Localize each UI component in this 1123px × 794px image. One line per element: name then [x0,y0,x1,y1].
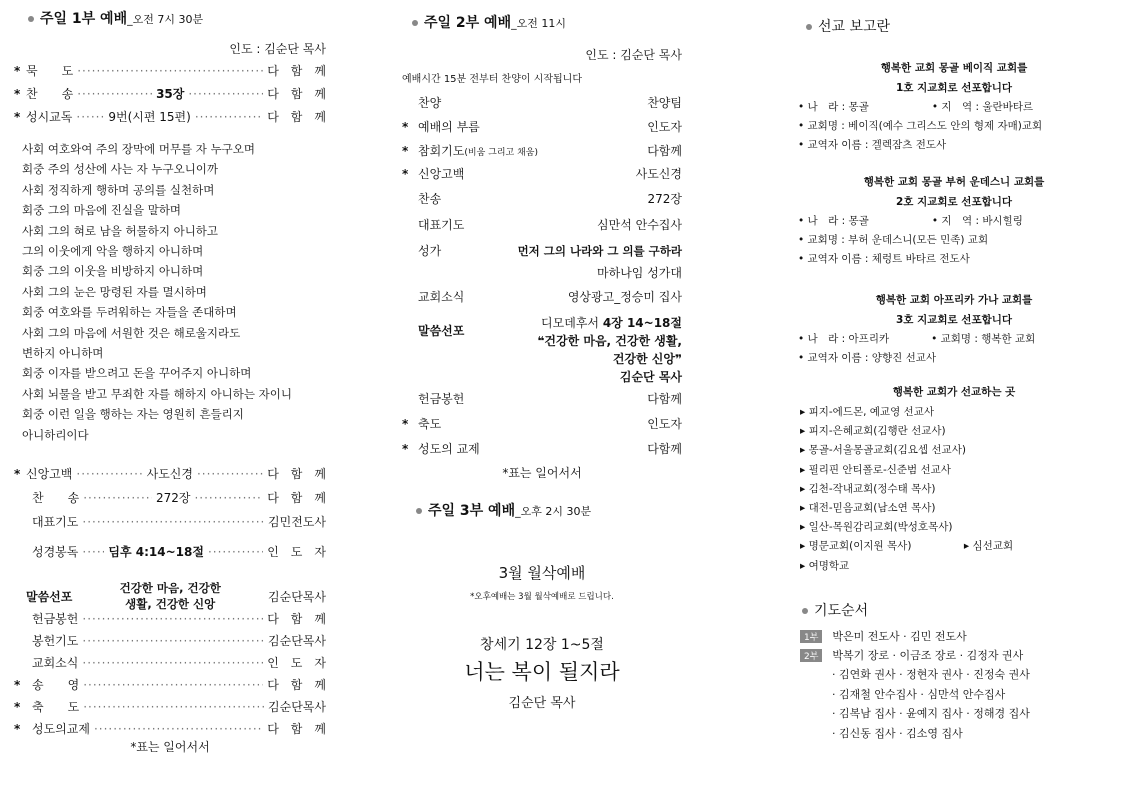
dot-leader [76,467,142,481]
litany-line: 사회 뇌물을 받고 무죄한 자를 해하지 아니하는 자이니 [22,386,292,401]
prayer-names: · 김복남 집사 · 윤예지 집사 · 정해경 집사 [832,707,1030,720]
service1-leader-text: 인도 : 김순단 목사 [229,42,326,56]
order-row [402,415,682,432]
order-label: 성가 [418,244,442,258]
order-person: 사도신경 [635,167,682,181]
order-row [14,513,326,530]
sermon-row [14,580,326,612]
order-value: 9번(시편 15편) [108,110,191,124]
mission-detail: • 나 라 : 몽골 • 지 역 : 바시힐링 [798,215,1023,227]
order-label: 성도의교제 [32,722,90,736]
mission-block-line: 2호 지교회로 선포합니다 [895,196,1013,208]
stand-mark: * [14,467,21,481]
order-person: 김순단목사 [268,589,326,604]
stand-mark: * [402,144,409,158]
order-person: 다 함 께 [267,612,326,626]
service2-leader [402,46,682,63]
order-label: 송 영 [32,678,80,692]
order-person: 김순단목사 [268,634,326,648]
service2-title [412,12,566,32]
sermon-row [402,314,682,386]
sermon-title-line: 건강한 신앙❞ [612,352,682,366]
service3-scripture [402,634,682,654]
order-value: 사도신경 [146,467,193,481]
dot-leader [197,467,263,481]
service2-notice [402,70,682,85]
order-person: 다 함 께 [267,64,326,78]
support-title-text: 행복한 교회가 선교하는 곳 [892,386,1016,398]
stand-mark: * [402,442,409,456]
dot-leader [195,110,263,124]
anthem-choir: 마하나임 성가대 [597,266,682,280]
order-label: 말씀선포 [418,324,465,338]
litany-line: 회중 그의 마음에 진실을 말하며 [22,203,182,218]
mission-detail: • 나 라 : 몽골 • 지 역 : 울란바타르 [798,101,1034,113]
order-person: 인 도 자 [267,656,326,670]
support-item: ▸ 김천-작내교회(정수태 목사) [800,482,936,495]
order-row [14,489,326,506]
service2-time: _오전 11시 [511,17,566,30]
order-label: 헌금봉헌 [418,392,465,406]
litany-line: 회중 그의 이웃을 비방하지 아니하며 [22,264,204,279]
service3-title-text: 주일 3부 예배 [428,503,516,519]
mission-detail: • 교회명 : 베이직(예수 그리스도 안의 형제 자매)교회 [798,120,1043,132]
service3-event-note [402,590,682,602]
dot-leader [82,656,263,670]
sermon-title-line: 생활, 건강한 신앙 [125,597,216,611]
service3-title [416,500,591,520]
order-person: 다 함 께 [267,491,326,505]
order-row [402,165,682,182]
service1-title-text: 주일 1부 예배 [40,11,128,27]
order-person: 다함께 [647,392,682,406]
order-row [14,108,326,125]
stand-mark: * [14,87,21,101]
dot-leader [83,678,263,692]
anthem-choir-row [402,264,682,281]
order-row [402,190,682,207]
mission-detail: • 나 라 : 아프리카 • 교회명 : 행복한 교회 [798,333,1036,345]
order-row [14,676,326,693]
order-label: 대표기도 [32,515,79,529]
dot-leader [82,515,264,529]
service2-title-text: 주일 2부 예배 [424,15,512,31]
stand-mark: * [402,167,409,181]
order-label: 축 도 [32,700,80,714]
litany-line: 사회 정직하게 행하며 공의를 실천하며 [22,182,215,197]
service2-leader-text: 인도 : 김순단 목사 [585,48,682,62]
bullet-icon [802,608,808,614]
dot-leader [94,722,263,736]
litany-line: 사회 그의 마음에 서원한 것은 해로울지라도 [22,325,241,340]
order-row [14,654,326,671]
order-person: 다 함 께 [267,467,326,481]
mission-detail: • 교회명 : 부허 운데스니(모든 민족) 교회 [798,234,989,246]
mission-block [798,172,1110,269]
prayer-names: · 김연화 권사 · 정현자 권사 · 진정숙 권사 [832,668,1030,681]
order-label: 찬송 [418,192,442,206]
order-label: 찬 송 [32,491,80,505]
support-title [798,384,1110,399]
support-item: ▸ 일산-목원감리교회(박성호목사) [800,521,953,534]
prayer-names: 박복기 장로 · 이금조 장로 · 김정자 권사 [832,649,1024,662]
order-person: 다함께 [647,144,682,158]
order-row [14,698,326,715]
mission-block [798,290,1110,368]
sermon-book: 디모데후서 [541,316,603,330]
order-label: 헌금봉헌 [32,612,79,626]
order-row [14,543,326,560]
sermon-title-line: ❝건강한 마음, 건강한 생활, [537,334,682,348]
dot-leader [208,545,263,559]
dot-leader [82,634,264,648]
order-row [14,62,326,79]
order-row [402,94,682,111]
order-label: 봉헌기도 [32,634,79,648]
prayer-row-1 [800,628,967,644]
litany-line: 사회 그의 혀로 남을 허물하지 아니하고 [22,223,219,238]
litany-line: 회중 이자를 받으려고 돈을 꾸어주지 아니하며 [22,366,252,381]
prayer-names: 박은미 전도사 · 김민 전도사 [832,630,967,643]
prayer-names: · 김신동 집사 · 김소영 집사 [832,726,963,740]
service1-leader [14,40,326,57]
support-item: ▸ 명문교회(이지원 목사) ▸ 심선교회 [800,540,1014,553]
sermon-preacher: 김순단 목사 [619,370,682,384]
stand-mark: * [14,722,21,736]
mission-block-line: 행복한 교회 몽골 베이직 교회를 [880,62,1028,74]
order-sublabel: (비움 그리고 채움) [464,148,538,158]
service3-scripture-text: 창세기 12장 1~5절 [480,637,604,653]
support-item: ▸ 피지-은혜교회(김행란 선교사) [800,425,946,438]
order-row [14,85,326,102]
order-label: 묵 도 [26,64,74,78]
mission-detail: • 교역자 이름 : 체렁트 바타르 전도사 [798,253,970,265]
order-label: 찬양 [418,96,442,110]
litany-line: 회중 이런 일을 행하는 자는 영원히 흔들리지 [22,407,244,422]
mission-detail: • 교역자 이름 : 겔렉잠츠 전도사 [798,139,947,151]
service3-event [402,562,682,583]
order-row [14,632,326,649]
order-row [14,720,326,737]
order-row [402,288,682,305]
mission-block-line: 1호 지교회로 선포합니다 [895,82,1013,94]
mission-block [798,58,1110,155]
stand-note [14,738,326,755]
sermon-detail [537,314,682,386]
prayer-title [802,600,868,620]
prayer-row-2 [800,647,1023,663]
order-person: 인 도 자 [267,545,326,559]
service2-notice-text: 예배시간 15분 전부터 찬양이 시작됩니다 [402,74,582,85]
order-label: 예배의 부름 [418,120,480,134]
anthem-title: 먼저 그의 나라와 그 의를 구하라 [517,244,682,258]
mission-detail: • 교역자 이름 : 양향진 선교사 [798,352,936,364]
litany-line: 아니하리이다 [22,427,89,442]
prayer-badge: 1부 [800,630,822,643]
prayer-title-text: 기도순서 [814,603,869,619]
service3-event-text: 3월 월삭예배 [498,564,586,582]
order-row [14,465,326,482]
dot-leader [77,87,152,101]
litany-line: 그의 이웃에게 악을 행하지 아니하며 [22,244,204,258]
order-row [14,610,326,627]
order-label: 말씀선포 [26,589,73,604]
sermon-title-line: 건강한 마음, 건강한 [119,581,221,595]
mission-block-line: 행복한 교회 몽골 부허 운데스니 교회를 [863,176,1045,188]
litany-line: 사회 그의 눈은 망령된 자를 멸시하며 [22,284,207,299]
litany-line: 변하지 아니하며 [22,346,104,360]
bullet-icon [806,24,812,30]
order-person: 김민전도사 [268,515,326,529]
order-person: 다 함 께 [267,87,327,101]
order-row [402,216,682,233]
order-label: 찬 송 [26,87,74,101]
order-label: 성도의 교제 [418,442,480,456]
bullet-icon [28,16,34,22]
support-item: ▸ 몽골-서울몽골교회(김요셉 선교사) [800,444,966,457]
order-label: 신앙고백 [418,167,465,181]
order-row [402,440,682,457]
order-person: 다함께 [647,442,682,456]
prayer-names: · 김재철 안수집사 · 심만석 안수집사 [832,687,1006,701]
stand-mark: * [14,64,21,78]
sermon-title [72,580,268,612]
service3-sermon-text: 너는 복이 될지라 [464,660,620,684]
order-row [402,390,682,407]
service1-time: _오전 7시 30분 [127,13,204,26]
bullet-icon [416,508,422,514]
anthem-row [402,242,682,259]
order-label: 교회소식 [32,656,79,670]
order-person: 다 함 께 [267,110,326,124]
prayer-badge: 2부 [800,649,822,662]
order-person: 272장 [647,192,682,206]
dot-leader [77,64,263,78]
support-item: ▸ 피지-에드몬, 예교영 선교사 [800,406,934,418]
dot-leader [194,491,263,505]
order-person: 찬양팀 [647,96,682,110]
service3-sermon [402,656,682,686]
service3-preacher-text: 김순단 목사 [508,696,576,711]
service3-preacher [402,692,682,711]
service1-title [28,8,203,28]
order-person: 영상광고_정승미 집사 [567,290,682,304]
dot-leader [76,110,104,124]
mission-block-line: 행복한 교회 아프리카 가나 교회를 [875,294,1033,306]
mission-block-line: 3호 지교회로 선포합니다 [895,314,1013,326]
litany-line: 회중 여호와를 두려워하는 자들을 존대하며 [22,305,237,320]
order-label: 참회기도 [418,144,465,158]
order-label: 성시교독 [26,110,73,124]
order-person: 심만석 안수집사 [597,218,682,232]
service3-event-note-text: *오후예배는 3월 월삭예배로 드립니다. [470,592,614,602]
stand-mark: * [402,417,409,431]
dot-leader [83,491,152,505]
litany-line: 사회 여호와여 주의 장막에 머무를 자 누구오며 [22,142,256,156]
stand-note-text: *표는 일어서서 [502,466,582,480]
order-label: 축도 [418,417,442,431]
order-value: 35장 [156,87,185,101]
order-row [402,118,682,135]
stand-note-text: *표는 일어서서 [130,740,210,754]
order-label: 교회소식 [418,290,465,304]
service3-time: _오후 2시 30분 [515,505,592,518]
dot-leader [188,87,263,101]
support-item: ▸ 대전-믿음교회(남소연 목사) [800,502,936,514]
bullet-icon [412,20,418,26]
mission-title [806,16,890,36]
dot-leader [82,612,263,626]
dot-leader [83,700,264,714]
order-person: 김순단목사 [268,700,326,714]
order-value: 딤후 4:14~18절 [108,545,204,559]
stand-mark: * [14,110,21,124]
order-label: 신앙고백 [26,467,73,481]
order-label: 성경봉독 [32,545,79,559]
support-item: ▸ 여명학교 [800,559,850,572]
order-person: 다 함 께 [267,722,326,736]
order-person: 인도자 [647,417,682,431]
support-item: ▸ 필리핀 안티폴로-신준범 선교사 [800,463,951,476]
order-label: 대표기도 [418,218,465,232]
stand-mark: * [14,700,21,714]
stand-mark: * [14,678,21,692]
sermon-ref: 4장 14~18절 [602,316,682,330]
mission-title-text: 선교 보고란 [818,19,891,35]
stand-note [402,464,682,481]
order-person: 다 함 께 [267,678,326,692]
order-row [402,142,682,159]
order-value: 272장 [155,491,191,505]
stand-mark: * [402,120,409,134]
litany-line: 회중 주의 성산에 사는 자 누구오니이까 [22,162,219,177]
dot-leader [82,545,104,559]
order-person: 인도자 [647,120,682,134]
